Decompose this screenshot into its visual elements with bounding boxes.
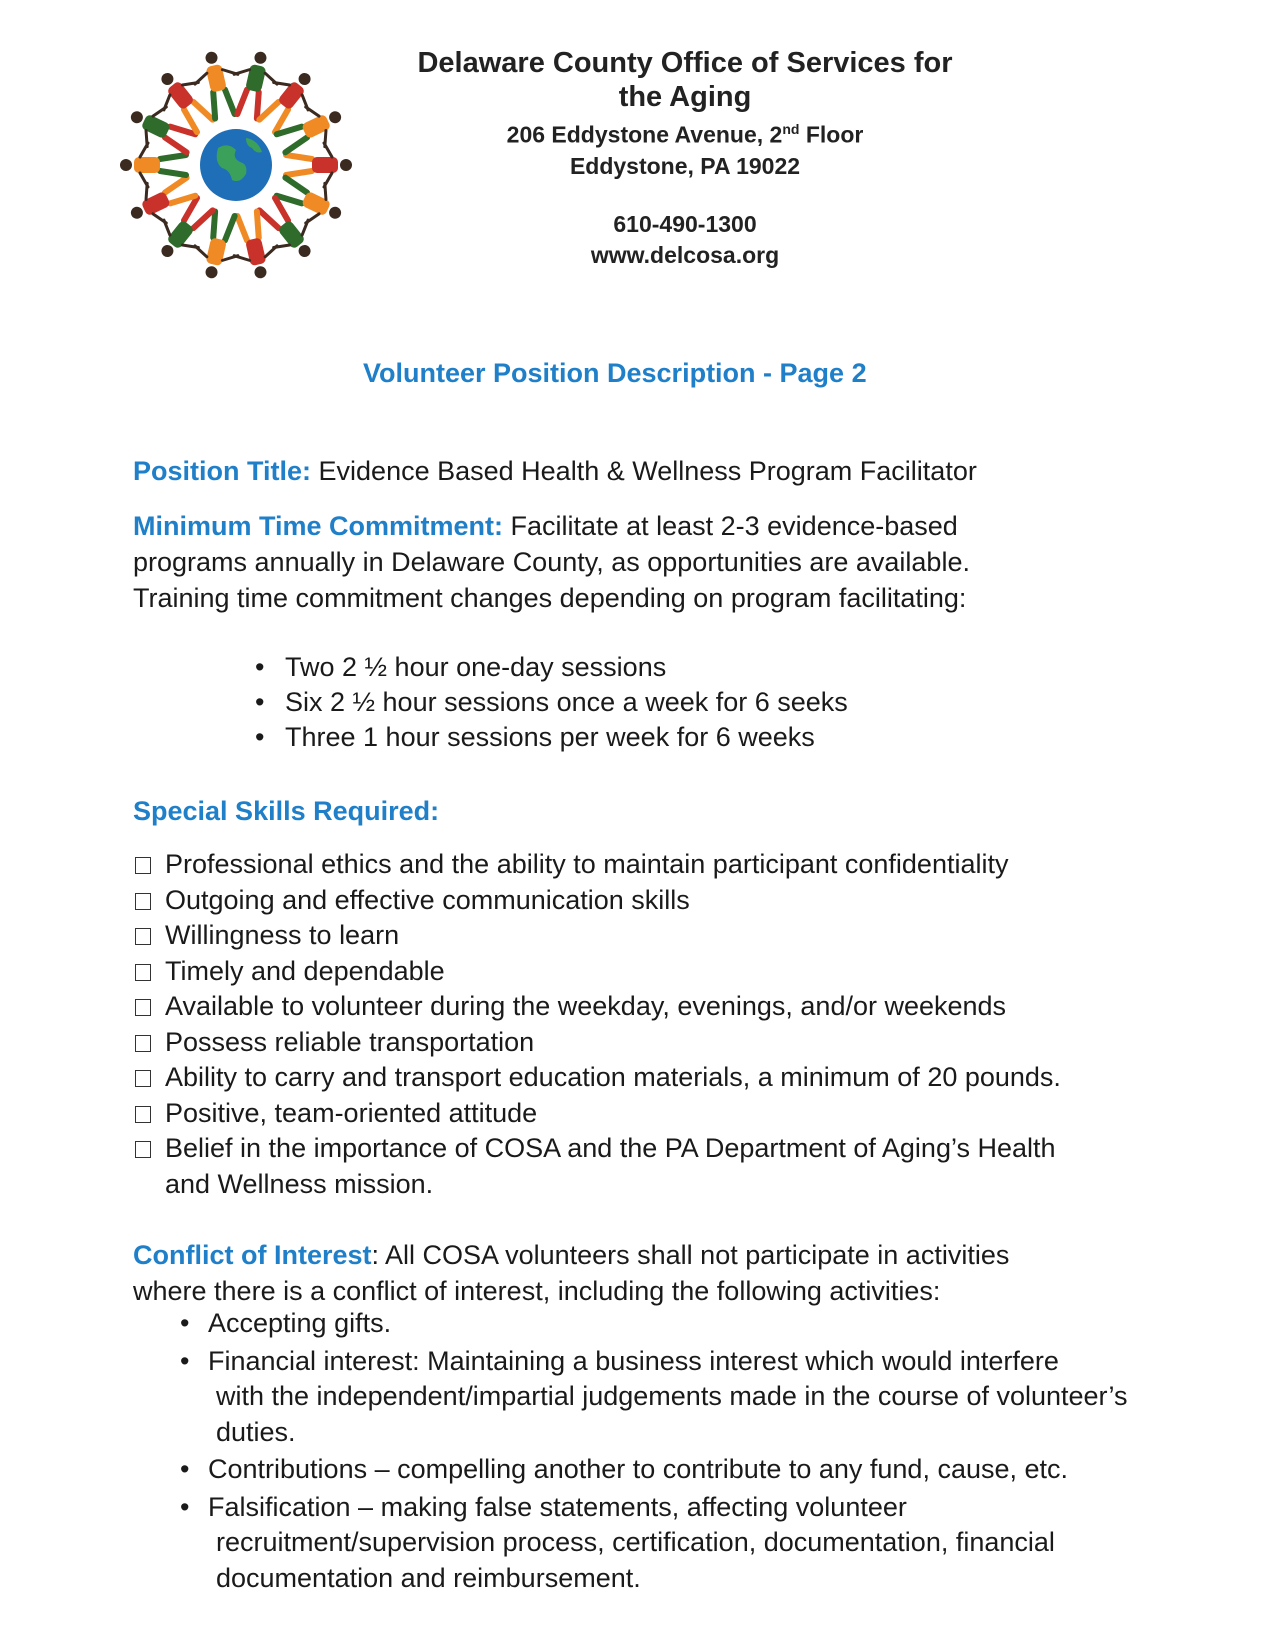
conflict-line-1: All COSA volunteers shall not participate in activities [379, 1240, 1010, 1270]
letterhead [400, 46, 970, 271]
checklist-item [135, 918, 1145, 954]
checkbox-icon[interactable] [135, 1035, 151, 1052]
list-item-text: Falsification – making false statements, affecting volunteer [208, 1491, 907, 1522]
phone-number: 610-490-1300 [613, 210, 757, 237]
figure-icon [286, 143, 352, 187]
checklist-item-label: Willingness to learn [165, 920, 400, 950]
list-item-continuation: recruitment/supervision process, certification, documentation, financial documentation and reimbursement. [216, 1527, 1055, 1593]
time-commitment-line-2: programs annually in Delaware County, as opportunities are available. [133, 547, 970, 577]
conflict-line-2: where there is a conflict of interest, including the following activities: [133, 1276, 941, 1306]
list-item [180, 1490, 1150, 1597]
checklist-item [135, 883, 1145, 919]
list-item-text: Financial interest: Maintaining a business interest which would interfere [208, 1345, 1059, 1376]
session-list [255, 650, 848, 755]
address-ordinal: nd [782, 121, 800, 137]
conflict-label: Conflict of Interest [133, 1240, 372, 1270]
conflict-colon: : [371, 1240, 380, 1270]
address-street: 206 Eddystone Avenue, 2 [506, 121, 783, 148]
list-item: • Six 2 ½ hour sessions once a week for 6 seeks [255, 685, 848, 720]
checklist-item-label: Positive, team-oriented attitude [165, 1097, 538, 1128]
skills-heading: Special Skills Required: [133, 796, 440, 826]
list-item [180, 1344, 1150, 1451]
website-link[interactable]: www.delcosa.org [590, 241, 780, 268]
list-item: • Two 2 ½ hour one-day sessions [255, 650, 848, 685]
checkbox-icon[interactable] [135, 857, 151, 874]
position-title-label: Position Title: [133, 456, 312, 486]
list-item-text: Contributions – compelling another to contribute to any fund, cause, etc. [208, 1454, 1069, 1484]
checklist-item-label: Outgoing and effective communication skills [165, 884, 690, 915]
checklist-item [135, 989, 1145, 1025]
checklist-item [135, 1025, 1145, 1061]
checkbox-icon[interactable] [135, 1141, 151, 1158]
list-item [180, 1306, 1150, 1342]
list-item-continuation: with the independent/impartial judgements made in the course of volunteer’s duties. [216, 1381, 1128, 1447]
figure-icon [120, 143, 186, 187]
time-commitment-line-3: Training time commitment changes depending on program facilitating: [133, 583, 967, 613]
list-item-text: Accepting gifts. [208, 1308, 392, 1338]
conflict-list [180, 1306, 1150, 1598]
checklist-item-label: Possess reliable transportation [165, 1026, 535, 1057]
checkbox-icon[interactable] [135, 964, 151, 981]
checkbox-icon[interactable] [135, 928, 151, 945]
list-item: • Three 1 hour sessions per week for 6 weeks [255, 720, 848, 755]
checklist-item-label: Timely and dependable [165, 955, 445, 986]
conflict-of-interest [133, 1237, 1153, 1309]
address-line-1 [400, 114, 970, 151]
checklist-item-label: Ability to carry and transport education materials, a minimum of 20 pounds. [165, 1062, 1061, 1092]
address-floor: Floor [799, 121, 864, 148]
list-item [180, 1452, 1150, 1488]
checklist-item-label: Available to volunteer during the weekday, evenings, and/or weekends [165, 991, 1007, 1021]
checkbox-icon[interactable] [135, 999, 151, 1016]
checklist-item [135, 1060, 1145, 1096]
checkbox-icon[interactable] [135, 893, 151, 910]
address-line-2: Eddystone, PA 19022 [569, 152, 801, 179]
skills-checklist [135, 847, 1145, 1202]
checkbox-icon[interactable] [135, 1070, 151, 1087]
time-commitment-label: Minimum Time Commitment: [133, 511, 504, 541]
checklist-item-label: Belief in the importance of COSA and the PA Department of Aging’s Health [165, 1133, 1056, 1163]
checklist-item [135, 954, 1145, 990]
checkbox-icon[interactable] [135, 1106, 151, 1123]
checklist-item [135, 847, 1145, 883]
organization-name: Delaware County Office of Services for the Aging [417, 47, 953, 113]
delcosa-logo [110, 20, 380, 310]
checklist-item-continuation: and Wellness mission. [165, 1168, 434, 1199]
checklist-item-label: Professional ethics and the ability to maintain participant confidentiality [165, 849, 1009, 879]
time-commitment-line-1: Facilitate at least 2-3 evidence-based [510, 511, 958, 541]
position-title-value: Evidence Based Health & Wellness Program Facilitator [318, 456, 977, 486]
checklist-item [135, 1096, 1145, 1132]
position-title [133, 453, 1153, 489]
page-title: Volunteer Position Description - Page 2 [363, 358, 867, 388]
time-commitment [133, 508, 1153, 616]
checklist-item [135, 1131, 1145, 1202]
